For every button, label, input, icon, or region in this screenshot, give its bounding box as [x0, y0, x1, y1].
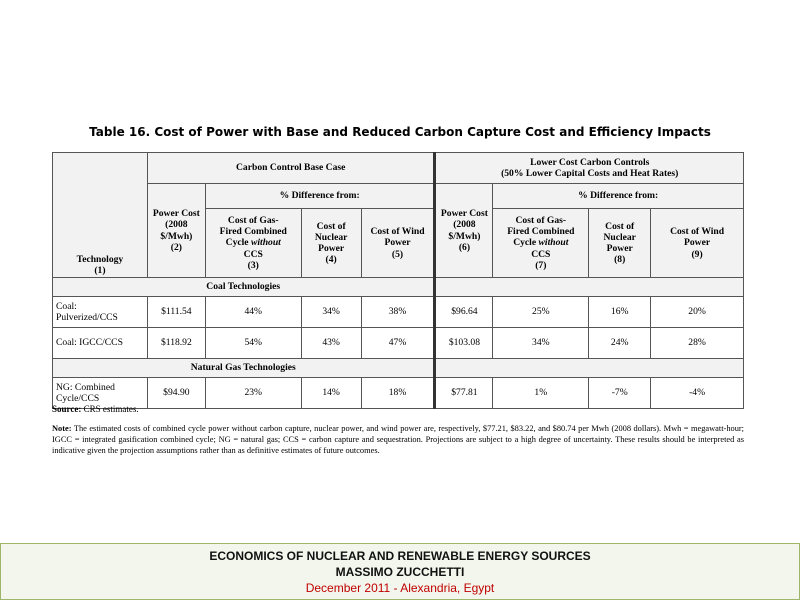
header-wind-9: Cost of Wind Power (9): [651, 209, 744, 278]
value-cell: 14%: [301, 378, 361, 409]
source-line: Source: CRS estimates.: [52, 404, 139, 414]
header-power-cost-2: Power Cost (2008 $/Mwh) (2): [147, 184, 205, 278]
note-paragraph: Note: The estimated costs of combined cycle power without carbon capture, nuclear power, and wind power are, respectively, $77.21, $83.22, and $80.74 per Mwh (2008 dollars). Mwh = megawatt-hour; IGCC = integrated gasification combined cycle; NG = natural gas; CCS = carbon capture and sequestration. Projections are subject to a high degree of uncertainty. These results should be interpreted as indicative given the projection assumptions rather than as definitive estimates of future outcomes.: [52, 424, 744, 455]
value-cell: 24%: [589, 328, 651, 359]
value-cell: -7%: [589, 378, 651, 409]
header-lower-cost: Lower Cost Carbon Controls (50% Lower Capital Costs and Heat Rates): [435, 153, 744, 184]
value-cell: $103.08: [435, 328, 493, 359]
section-label: Coal Technologies: [53, 278, 435, 297]
header-nuclear-8: Cost of Nuclear Power (8): [589, 209, 651, 278]
value-cell: 23%: [205, 378, 301, 409]
footer-date-location: December 2011 - Alexandria, Egypt: [305, 581, 495, 595]
value-cell: 43%: [301, 328, 361, 359]
table-title: Table 16. Cost of Power with Base and Reduced Carbon Capture Cost and Efficiency Impacts: [89, 125, 711, 139]
header-pct-diff-base: % Difference from:: [205, 184, 435, 209]
value-cell: 44%: [205, 297, 301, 328]
value-cell: 1%: [493, 378, 589, 409]
table-row: [53, 328, 744, 359]
value-cell: $96.64: [435, 297, 493, 328]
section-label: Natural Gas Technologies: [53, 359, 435, 378]
value-cell: $94.90: [147, 378, 205, 409]
value-cell: 18%: [361, 378, 435, 409]
header-technology: Technology (1): [53, 153, 148, 278]
slide-footer: [0, 543, 800, 600]
technology-cell: Coal: IGCC/CCS: [53, 328, 148, 359]
footer-author: MASSIMO ZUCCHETTI: [335, 565, 465, 579]
value-cell: 47%: [361, 328, 435, 359]
header-power-cost-6: Power Cost (2008 $/Mwh) (6): [435, 184, 493, 278]
header-gas-cc-7: Cost of Gas- Fired Combined Cycle without CCS (7): [493, 209, 589, 278]
header-nuclear-4: Cost of Nuclear Power (4): [301, 209, 361, 278]
value-cell: 20%: [651, 297, 744, 328]
value-cell: 38%: [361, 297, 435, 328]
footer-course-title: ECONOMICS OF NUCLEAR AND RENEWABLE ENERGY SOURCES: [209, 549, 591, 563]
table-row: [53, 378, 744, 409]
value-cell: $77.81: [435, 378, 493, 409]
header-base-case: Carbon Control Base Case: [147, 153, 435, 184]
value-cell: 28%: [651, 328, 744, 359]
technology-cell: NG: Combined Cycle/CCS: [53, 378, 148, 409]
table-row: [53, 297, 744, 328]
value-cell: 25%: [493, 297, 589, 328]
value-cell: 16%: [589, 297, 651, 328]
value-cell: 34%: [493, 328, 589, 359]
value-cell: -4%: [651, 378, 744, 409]
header-gas-cc-3: Cost of Gas- Fired Combined Cycle without CCS (3): [205, 209, 301, 278]
value-cell: $111.54: [147, 297, 205, 328]
header-pct-diff-lower: % Difference from:: [493, 184, 744, 209]
header-wind-5: Cost of Wind Power (5): [361, 209, 435, 278]
value-cell: 34%: [301, 297, 361, 328]
technology-cell: Coal: Pulverized/CCS: [53, 297, 148, 328]
value-cell: $118.92: [147, 328, 205, 359]
section-row-coal: [53, 278, 744, 297]
section-row-natural-gas: [53, 359, 744, 378]
cost-of-power-table: [52, 152, 744, 409]
value-cell: 54%: [205, 328, 301, 359]
